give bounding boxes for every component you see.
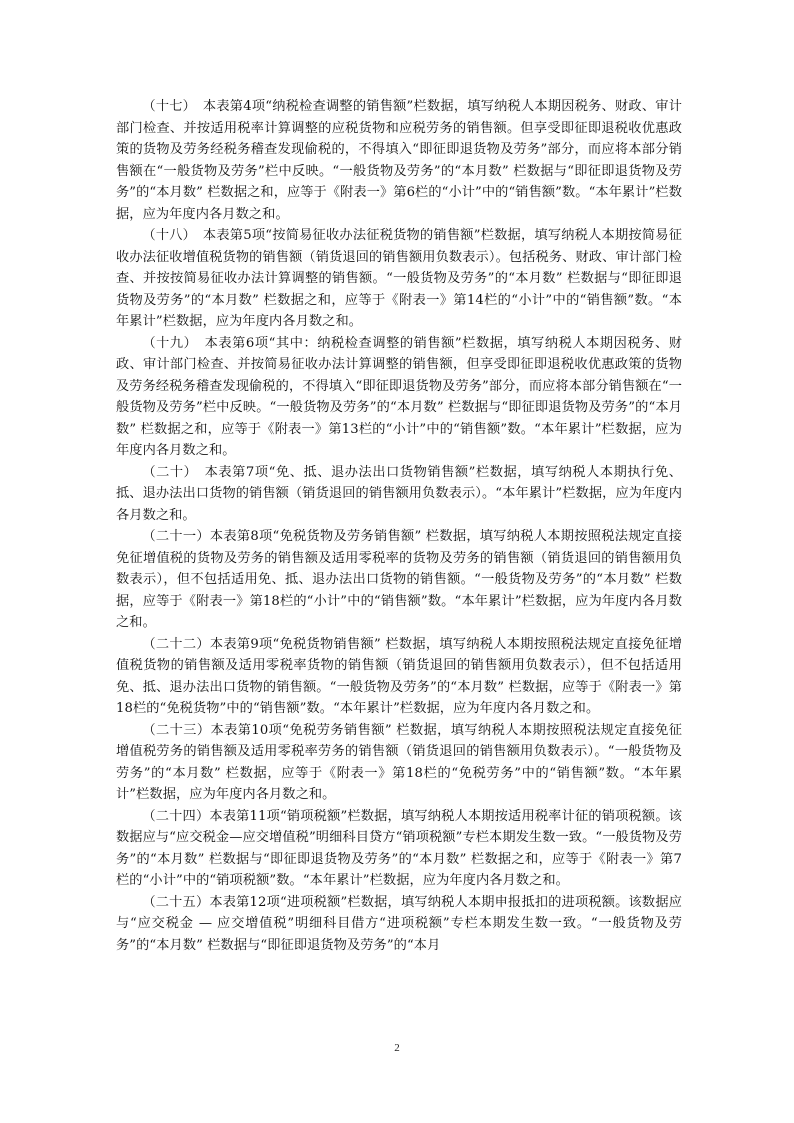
paragraph-17: （十七） 本表第4项“纳税检查调整的销售额”栏数据，填写纳税人本期因税务、财政、审计部门检查、并按适用税率计算调整的应税货物和应税劳务的销售额。但享受即征即退税收优惠政策的货物及劳务经税务稽查发现偷税的，不得填入“即征即退货物及劳务”部分，而应将本部分销售额在“一般货物及劳务”栏中反映。“一般货物及劳务”的“本月数” 栏数据与“即征即退货物及劳务”的“本月数” 栏数据之和，应等于《附表一》第6栏的“小计”中的“销售额”数。“本年累计”栏数据，应为年度内各月数之和。 [116, 99, 682, 222]
paragraph-22: （二十二）本表第9项“免税货物销售额” 栏数据，填写纳税人本期按照税法规定直接免征增值税货物的销售额及适用零税率货物的销售额（销货退回的销售额用负数表示），但不包括适用免、抵、退办法出口货物的销售额。“一般货物及劳务”的“本月数” 栏数据，应等于《附表一》第18栏的“免税货物”中的“销售额”数。“本年累计”栏数据，应为年度内各月数之和。 [116, 636, 682, 716]
paragraph-18: （十八） 本表第5项“按简易征收办法征税货物的销售额”栏数据，填写纳税人本期按简易征收办法征收增值税货物的销售额（销货退回的销售额用负数表示）。包括税务、财政、审计部门检查、并按按简易征收办法计算调整的销售额。“一般货物及劳务”的“本月数” 栏数据与“即征即退货物及劳务”的“本月数” 栏数据之和，应等于《附表一》第14栏的“小计”中的“销售额”数。“本年累计”栏数据，应为年度内各月数之和。 [116, 228, 682, 329]
document-body [116, 96, 682, 956]
paragraph-25: （二十五）本表第12项“进项税额”栏数据，填写纳税人本期申报抵扣的进项税额。该数据应与“应交税金 — 应交增值税”明细科目借方“进项税额”专栏本期发生数一致。“一般货物及劳务”的“本月数” 栏数据与“即征即退货物及劳务”的“本月 [116, 894, 682, 953]
page-number: 2 [394, 1042, 400, 1054]
paragraph-19: （十九） 本表第6项“其中：纳税检查调整的销售额”栏数据，填写纳税人本期因税务、财政、审计部门检查、并按简易征收办法计算调整的销售额，但享受即征即退税收优惠政策的货物及劳务经税务稽查发现偷税的，不得填入“即征即退货物及劳务”部分，而应将本部分销售额在“一般货物及劳务”栏中反映。“一般货物及劳务”的“本月数” 栏数据与“即征即退货物及劳务”的“本月数” 栏数据之和，应等于《附表一》第13栏的“小计”中的“销售额”数。“本年累计”栏数据，应为年度内各月数之和。 [116, 335, 682, 458]
paragraph-23: （二十三）本表第10项“免税劳务销售额” 栏数据，填写纳税人本期按照税法规定直接免征增值税劳务的销售额及适用零税率劳务的销售额（销货退回的销售额用负数表示）。“一般货物及劳务”的“本月数” 栏数据，应等于《附表一》第18栏的“免税劳务”中的“销售额”数。“本年累计”栏数据，应为年度内各月数之和。 [116, 722, 682, 802]
paragraph-20: （二十） 本表第7项“免、抵、退办法出口货物销售额”栏数据，填写纳税人本期执行免、抵、退办法出口货物的销售额（销货退回的销售额用负数表示）。“本年累计”栏数据，应为年度内各月数之和。 [116, 464, 682, 523]
paragraph-24: （二十四）本表第11项“销项税额”栏数据，填写纳税人本期按适用税率计征的销项税额。该数据应与“应交税金—应交增值税”明细科目贷方“销项税额”专栏本期发生数一致。“一般货物及劳务”的“本月数” 栏数据与“即征即退货物及劳务”的“本月数” 栏数据之和，应等于《附表一》第7栏的“小计”中的“销项税额”数。“本年累计”栏数据，应为年度内各月数之和。 [116, 808, 682, 888]
paragraph-21: （二十一）本表第8项“免税货物及劳务销售额” 栏数据，填写纳税人本期按照税法规定直接免征增值税的货物及劳务的销售额及适用零税率的货物及劳务的销售额（销货退回的销售额用负数表示），但不包括适用免、抵、退办法出口货物的销售额。“一般货物及劳务”的“本月数” 栏数据，应等于《附表一》第18栏的“小计”中的“销售额”数。“本年累计”栏数据，应为年度内各月数之和。 [116, 529, 682, 630]
